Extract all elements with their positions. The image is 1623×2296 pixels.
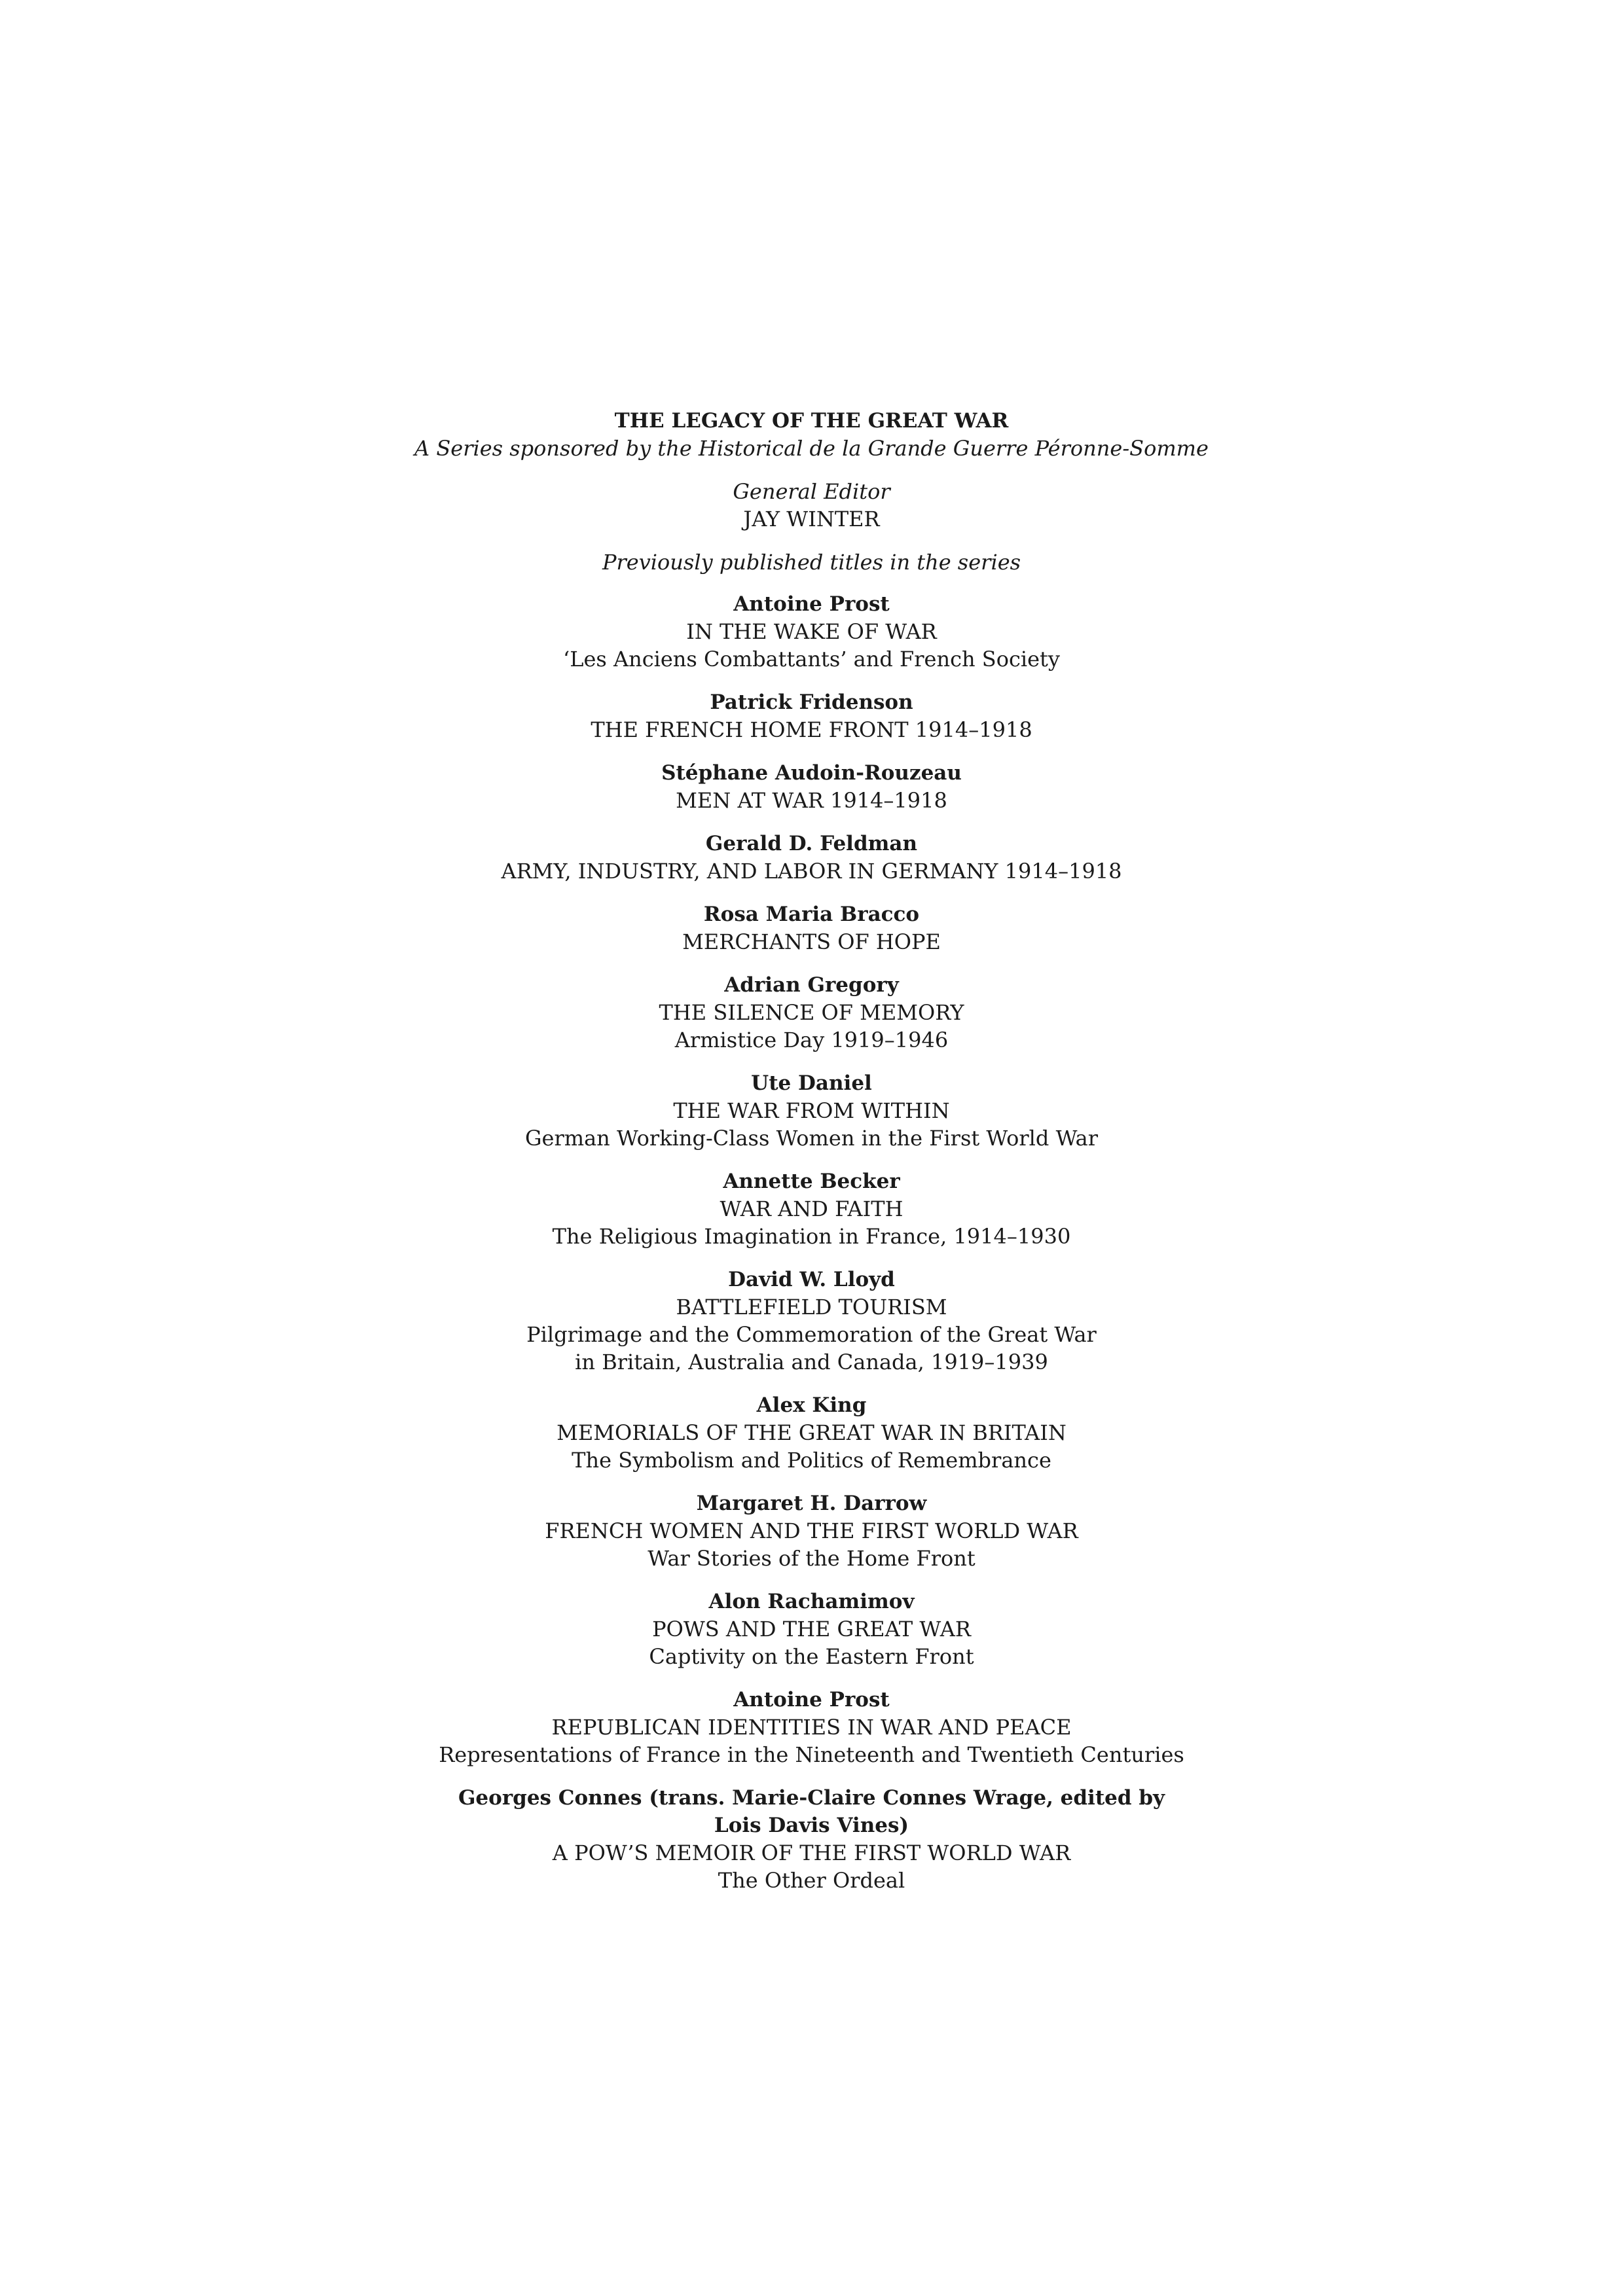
title-entry [0,590,1623,673]
entry-subtitle-line: Armistice Day 1919–1946 [674,1028,949,1052]
entry-book-title: REPUBLICAN IDENTITIES IN WAR AND PEACE [551,1715,1072,1740]
title-entry [0,901,1623,956]
title-entry [0,971,1623,1054]
entry-subtitle-line: The Religious Imagination in France, 1914–1930 [552,1224,1071,1249]
title-entry [0,759,1623,814]
title-entry [0,1686,1623,1768]
entry-subtitle-line: Pilgrimage and the Commemoration of the Great War [526,1322,1097,1347]
title-entry [0,830,1623,885]
entry-author: Rosa Maria Bracco [703,903,920,926]
title-entry [0,1588,1623,1670]
entry-author: Antoine Prost [733,1688,890,1712]
previous-titles-heading: Previously published titles in the series [602,550,1021,575]
entry-subtitle-line: German Working-Class Women in the First World War [524,1126,1099,1151]
entry-subtitle-line: Representations of France in the Nineteenth and Twentieth Centuries [439,1742,1184,1767]
entry-book-title: FRENCH WOMEN AND THE FIRST WORLD WAR [545,1518,1078,1543]
entry-book-title: WAR AND FAITH [720,1196,903,1221]
entry-author: Ute Daniel [751,1071,872,1095]
entry-subtitle-line: The Other Ordeal [718,1868,905,1893]
entry-author: Adrian Gregory [724,973,899,997]
title-list [0,590,1623,1894]
entry-author: David W. Lloyd [728,1268,895,1291]
series-subtitle: A Series sponsored by the Historical de la Grande Guerre Péronne-Somme [414,436,1209,461]
entry-book-title: THE FRENCH HOME FRONT 1914–1918 [591,717,1032,742]
general-editor-block [0,478,1623,533]
entry-book-title: BATTLEFIELD TOURISM [676,1295,947,1319]
entry-book-title: MERCHANTS OF HOPE [682,929,941,954]
entry-author: Annette Becker [723,1170,900,1193]
title-entry [0,1391,1623,1474]
entry-author: Antoine Prost [733,592,890,616]
general-editor-name: JAY WINTER [743,507,880,531]
series-title: THE LEGACY OF THE GREAT WAR [614,409,1009,433]
series-page-block [0,407,1623,1910]
entry-subtitle-line: ‘Les Anciens Combattants’ and French Society [563,647,1060,672]
entry-book-title: MEMORIALS OF THE GREAT WAR IN BRITAIN [556,1420,1067,1445]
title-entry [0,1168,1623,1250]
entry-book-title: ARMY, INDUSTRY, AND LABOR IN GERMANY 1914–1918 [501,859,1122,884]
entry-author: Gerald D. Feldman [705,832,918,855]
entry-book-title: IN THE WAKE OF WAR [686,619,937,644]
entry-author: Alex King [756,1393,867,1417]
entry-book-title: THE SILENCE OF MEMORY [659,1000,964,1025]
entry-subtitle-line: War Stories of the Home Front [647,1546,976,1571]
title-entry [0,1266,1623,1376]
entry-author: Margaret H. Darrow [696,1492,927,1515]
entry-author: Alon Rachamimov [708,1590,915,1613]
entry-book-title: MEN AT WAR 1914–1918 [676,788,947,813]
general-editor-label: General Editor [733,479,890,504]
entry-book-title: A POW’S MEMOIR OF THE FIRST WORLD WAR [552,1840,1071,1865]
title-entry [0,689,1623,744]
entry-book-title: POWS AND THE GREAT WAR [652,1617,971,1641]
title-entry [0,1784,1623,1894]
entry-subtitle-line: Captivity on the Eastern Front [649,1644,974,1669]
entry-subtitle-line: The Symbolism and Politics of Remembrance [572,1448,1051,1473]
entry-author: Patrick Fridenson [710,691,913,714]
entry-author: Stéphane Audoin-Rouzeau [661,761,962,785]
entry-book-title: THE WAR FROM WITHIN [673,1098,950,1123]
title-entry [0,1069,1623,1152]
title-entry [0,1490,1623,1572]
entry-subtitle-line: in Britain, Australia and Canada, 1919–1939 [575,1350,1048,1374]
entry-author: Georges Connes (trans. Marie-Claire Connes Wrage, edited by Lois Davis Vines) [458,1786,1165,1837]
